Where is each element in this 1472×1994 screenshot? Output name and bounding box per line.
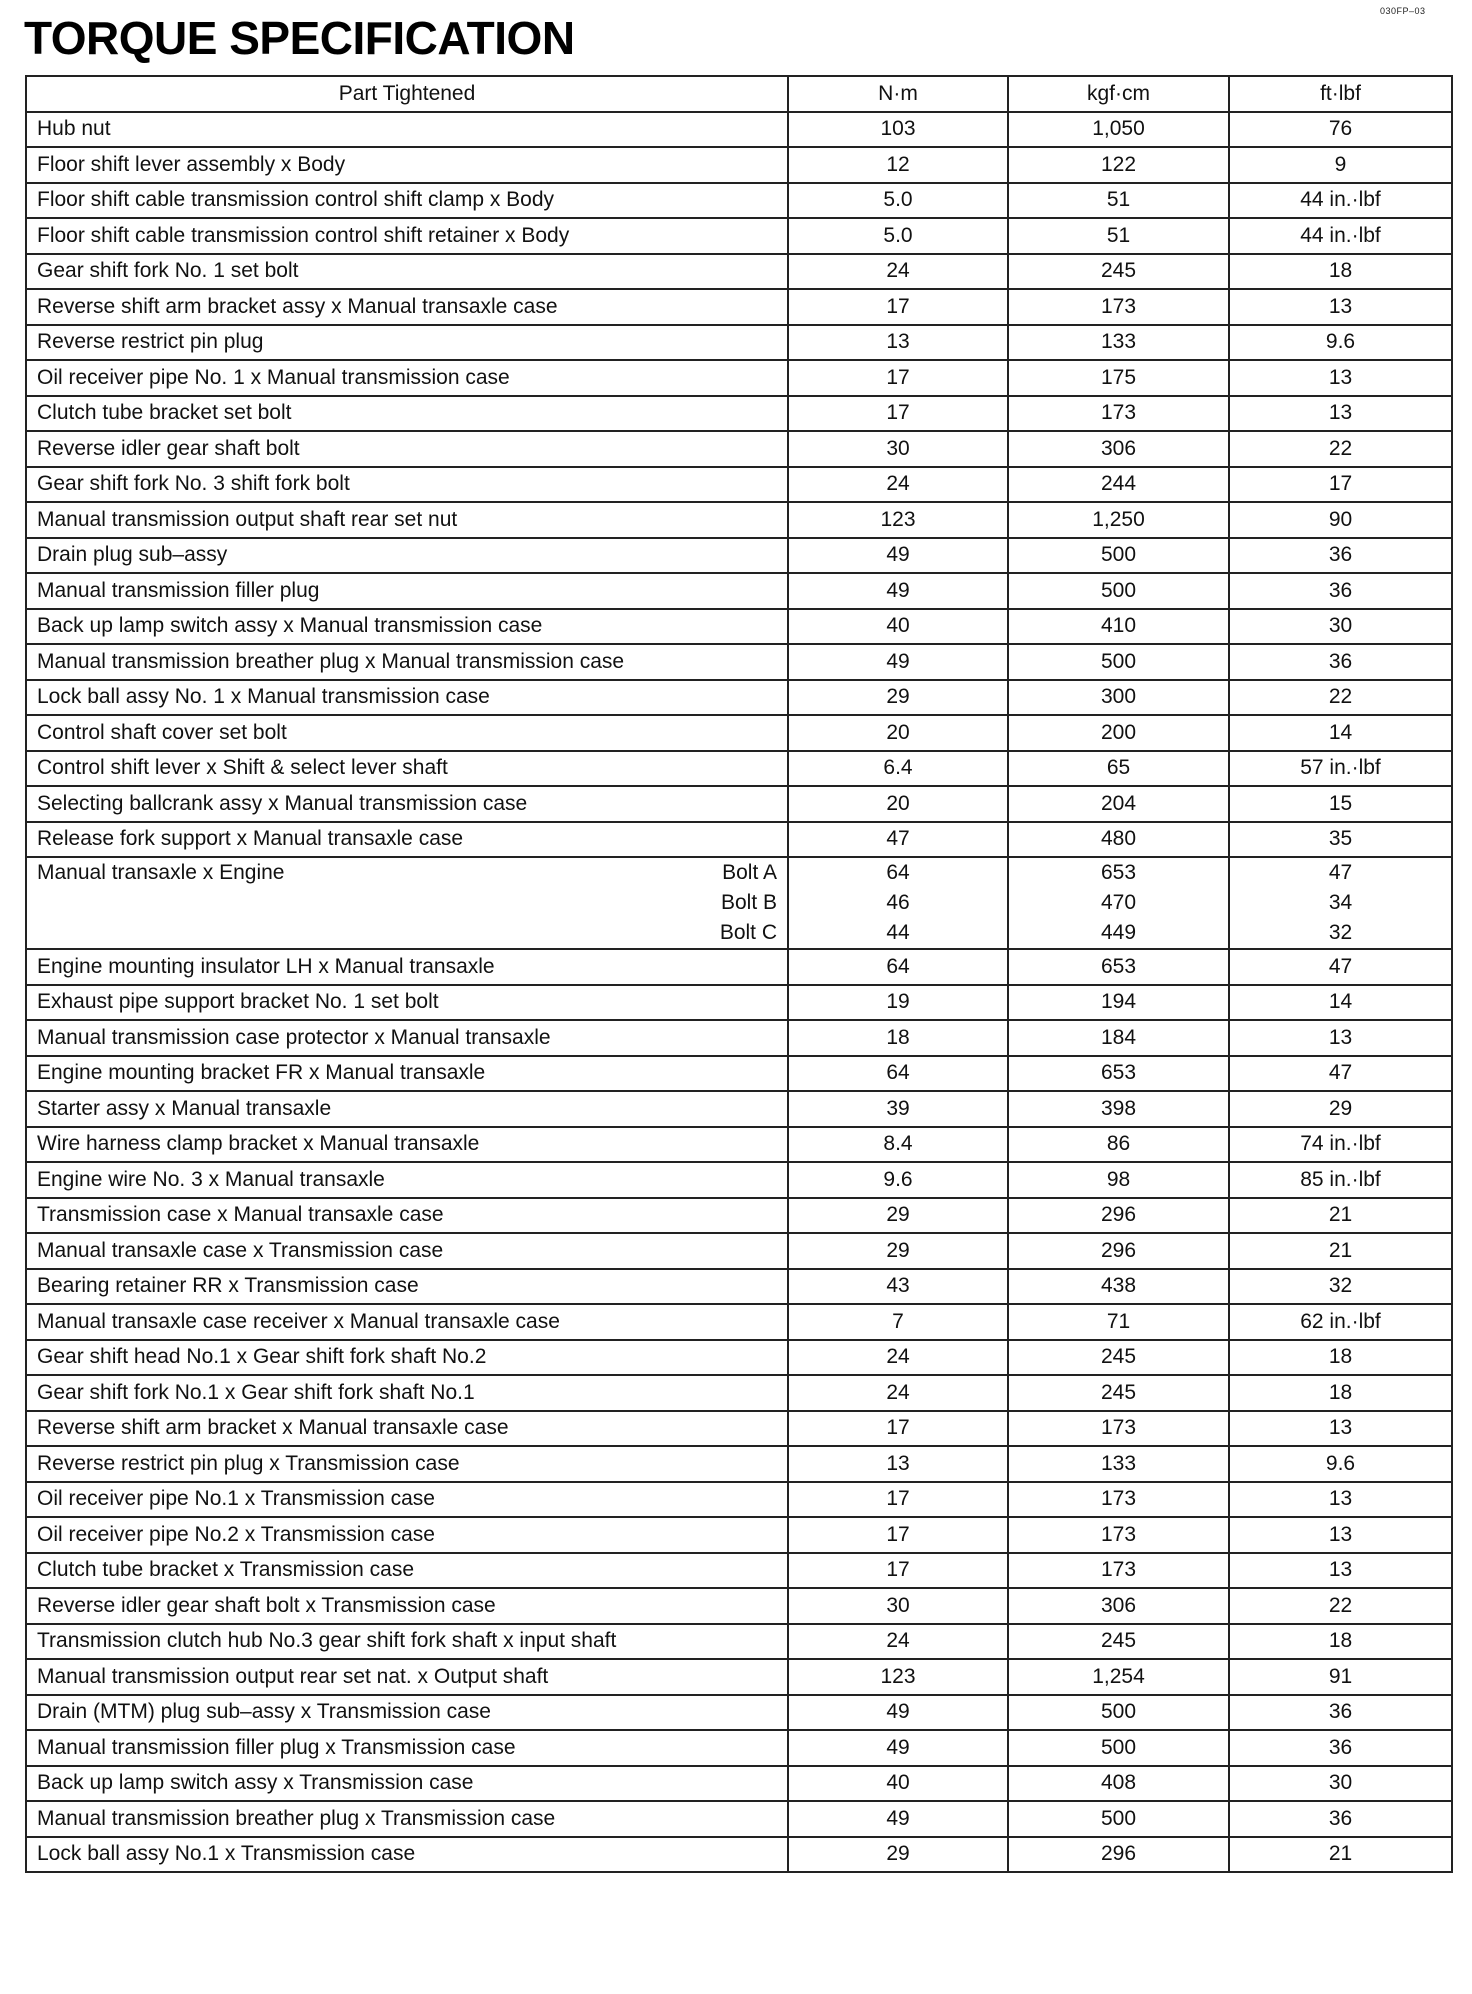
torque-kgfcm: 245 — [1008, 1340, 1229, 1376]
torque-ftlbf: 17 — [1229, 467, 1452, 503]
part-name: Reverse idler gear shaft bolt x Transmission case — [26, 1588, 788, 1624]
torque-ftlbf: 9.6 — [1229, 1446, 1452, 1482]
torque-ftlbf: 36 — [1229, 573, 1452, 609]
part-name: Oil receiver pipe No.2 x Transmission case — [26, 1517, 788, 1553]
part-name: Oil receiver pipe No. 1 x Manual transmission case — [26, 360, 788, 396]
part-name: Manual transmission output shaft rear set nut — [26, 502, 788, 538]
table-row — [26, 467, 1452, 503]
part-name: Gear shift fork No. 1 set bolt — [26, 254, 788, 290]
torque-nm: 29 — [788, 1233, 1008, 1269]
torque-ftlbf: 13 — [1229, 1411, 1452, 1447]
torque-kgfcm: 500 — [1008, 573, 1229, 609]
part-name: Manual transmission filler plug — [26, 573, 788, 609]
torque-kgfcm: 51 — [1008, 183, 1229, 219]
torque-nm: 47 — [788, 822, 1008, 858]
table-row — [26, 985, 1452, 1021]
table-row — [26, 1233, 1452, 1269]
col-header-part: Part Tightened — [26, 76, 788, 112]
table-row — [26, 1482, 1452, 1518]
torque-ftlbf: 47 — [1229, 949, 1452, 985]
part-name: Reverse shift arm bracket assy x Manual transaxle case — [26, 289, 788, 325]
torque-nm: 40 — [788, 609, 1008, 645]
torque-kgfcm: 480 — [1008, 822, 1229, 858]
torque-ftlbf: 18 — [1229, 254, 1452, 290]
torque-kgfcm: 653 — [1008, 949, 1229, 985]
torque-kgfcm: 500 — [1008, 1730, 1229, 1766]
part-name: Hub nut — [26, 112, 788, 148]
bolt-label: Bolt C — [719, 921, 777, 944]
part-name: Floor shift lever assembly x Body — [26, 147, 788, 183]
torque-kgfcm: 86 — [1008, 1127, 1229, 1163]
torque-ftlbf: 18 — [1229, 1340, 1452, 1376]
part-name: Release fork support x Manual transaxle case — [26, 822, 788, 858]
torque-nm: 17 — [788, 1553, 1008, 1589]
torque-ftlbf: 22 — [1229, 680, 1452, 716]
table-row — [26, 1340, 1452, 1376]
torque-kgfcm: 296 — [1008, 1198, 1229, 1234]
table-row — [26, 1127, 1452, 1163]
torque-nm: 13 — [788, 325, 1008, 361]
torque-kgfcm: 194 — [1008, 985, 1229, 1021]
part-name: Gear shift fork No.1 x Gear shift fork shaft No.1 — [26, 1375, 788, 1411]
table-row — [26, 254, 1452, 290]
part-name: Control shift lever x Shift & select lever shaft — [26, 751, 788, 787]
table-row — [26, 1837, 1452, 1873]
col-header-nm: N·m — [788, 76, 1008, 112]
torque-ftlbf: 90 — [1229, 502, 1452, 538]
torque-kgfcm: 173 — [1008, 289, 1229, 325]
table-row — [26, 360, 1452, 396]
table-row — [26, 1695, 1452, 1731]
table-row — [26, 218, 1452, 254]
torque-ftlbf: 21 — [1229, 1198, 1452, 1234]
table-row — [26, 431, 1452, 467]
torque-ftlbf: 22 — [1229, 1588, 1452, 1624]
torque-nm: 17 — [788, 360, 1008, 396]
table-row — [26, 680, 1452, 716]
torque-kgfcm: 71 — [1008, 1304, 1229, 1340]
torque-nm: 30 — [788, 1588, 1008, 1624]
torque-ftlbf: 29 — [1229, 1091, 1452, 1127]
torque-ftlbf: 57 in.·lbf — [1229, 751, 1452, 787]
part-name: Clutch tube bracket set bolt — [26, 396, 788, 432]
col-header-kgf: kgf·cm — [1008, 76, 1229, 112]
table-row — [26, 396, 1452, 432]
torque-kgfcm: 1,254 — [1008, 1659, 1229, 1695]
torque-kgfcm: 175 — [1008, 360, 1229, 396]
table-row — [26, 1162, 1452, 1198]
torque-kgfcm: 306 — [1008, 1588, 1229, 1624]
torque-kgfcm-value: 449 — [1100, 921, 1137, 944]
part-name: Lock ball assy No.1 x Transmission case — [26, 1837, 788, 1873]
torque-ftlbf: 76 — [1229, 112, 1452, 148]
torque-ftlbf: 36 — [1229, 1801, 1452, 1837]
part-name: Starter assy x Manual transaxle — [26, 1091, 788, 1127]
torque-ftlbf: 13 — [1229, 396, 1452, 432]
torque-nm: 43 — [788, 1269, 1008, 1305]
torque-kgfcm: 408 — [1008, 1766, 1229, 1802]
torque-ftlbf: 13 — [1229, 289, 1452, 325]
part-name: Selecting ballcrank assy x Manual transmission case — [26, 786, 788, 822]
torque-kgfcm: 173 — [1008, 396, 1229, 432]
torque-ftlbf: 18 — [1229, 1375, 1452, 1411]
torque-nm: 19 — [788, 985, 1008, 1021]
torque-kgfcm-value: 653 — [1100, 861, 1137, 884]
torque-nm: 30 — [788, 431, 1008, 467]
torque-ftlbf: 62 in.·lbf — [1229, 1304, 1452, 1340]
torque-nm: 24 — [788, 254, 1008, 290]
torque-kgfcm: 173 — [1008, 1517, 1229, 1553]
torque-nm: 49 — [788, 1695, 1008, 1731]
torque-ftlbf: 44 in.·lbf — [1229, 218, 1452, 254]
col-header-ft: ft·lbf — [1229, 76, 1452, 112]
part-name: Manual transmission breather plug x Transmission case — [26, 1801, 788, 1837]
torque-nm: 18 — [788, 1020, 1008, 1056]
torque-ftlbf: 74 in.·lbf — [1229, 1127, 1452, 1163]
document-code: 030FP–03 — [1380, 6, 1426, 16]
torque-kgfcm: 500 — [1008, 1695, 1229, 1731]
part-name: Wire harness clamp bracket x Manual transaxle — [26, 1127, 788, 1163]
torque-ftlbf: 44 in.·lbf — [1229, 183, 1452, 219]
torque-nm: 24 — [788, 1340, 1008, 1376]
torque-nm: 8.4 — [788, 1127, 1008, 1163]
torque-nm: 9.6 — [788, 1162, 1008, 1198]
part-name: Gear shift head No.1 x Gear shift fork shaft No.2 — [26, 1340, 788, 1376]
table-row — [26, 1269, 1452, 1305]
table-row — [26, 786, 1452, 822]
torque-ftlbf: 47 — [1229, 1056, 1452, 1092]
table-row — [26, 289, 1452, 325]
torque-ftlbf-value: 47 — [1328, 861, 1353, 884]
page-title: TORQUE SPECIFICATION — [24, 12, 575, 64]
torque-kgfcm: 1,050 — [1008, 112, 1229, 148]
bolt-label: Bolt B — [720, 891, 777, 914]
torque-ftlbf: 91 — [1229, 1659, 1452, 1695]
part-name: Floor shift cable transmission control shift retainer x Body — [26, 218, 788, 254]
torque-kgfcm: 653 — [1008, 1056, 1229, 1092]
torque-nm: 7 — [788, 1304, 1008, 1340]
torque-nm: 20 — [788, 786, 1008, 822]
part-name: Lock ball assy No. 1 x Manual transmission case — [26, 680, 788, 716]
torque-ftlbf-value: 32 — [1328, 921, 1353, 944]
torque-kgfcm: 133 — [1008, 325, 1229, 361]
torque-ftlbf: 21 — [1229, 1233, 1452, 1269]
part-name: Reverse restrict pin plug — [26, 325, 788, 361]
table-row — [26, 1730, 1452, 1766]
torque-kgfcm: 300 — [1008, 680, 1229, 716]
table-row — [26, 1304, 1452, 1340]
torque-ftlbf: 9 — [1229, 147, 1452, 183]
torque-kgfcm: 438 — [1008, 1269, 1229, 1305]
torque-kgfcm: 133 — [1008, 1446, 1229, 1482]
part-name: Reverse shift arm bracket x Manual transaxle case — [26, 1411, 788, 1447]
table-row — [26, 715, 1452, 751]
table-row-multi — [26, 857, 1452, 949]
table-row — [26, 1020, 1452, 1056]
table-row — [26, 1375, 1452, 1411]
torque-kgfcm: 296 — [1008, 1233, 1229, 1269]
torque-ftlbf: 14 — [1229, 715, 1452, 751]
torque-nm: 123 — [788, 1659, 1008, 1695]
table-row — [26, 1624, 1452, 1660]
table-row — [26, 1659, 1452, 1695]
torque-nm: 64 — [788, 1056, 1008, 1092]
table-row — [26, 1517, 1452, 1553]
table-row — [26, 1091, 1452, 1127]
part-name: Drain plug sub–assy — [26, 538, 788, 574]
torque-kgfcm: 410 — [1008, 609, 1229, 645]
torque-kgfcm: 184 — [1008, 1020, 1229, 1056]
torque-nm: 123 — [788, 502, 1008, 538]
table-row — [26, 609, 1452, 645]
part-name: Reverse idler gear shaft bolt — [26, 431, 788, 467]
torque-ftlbf — [1229, 857, 1452, 949]
torque-ftlbf: 36 — [1229, 1695, 1452, 1731]
torque-ftlbf: 85 in.·lbf — [1229, 1162, 1452, 1198]
table-row — [26, 538, 1452, 574]
torque-nm: 24 — [788, 1375, 1008, 1411]
torque-nm: 5.0 — [788, 183, 1008, 219]
torque-nm: 17 — [788, 1517, 1008, 1553]
torque-kgfcm: 500 — [1008, 644, 1229, 680]
torque-kgfcm: 500 — [1008, 538, 1229, 574]
table-row — [26, 1801, 1452, 1837]
part-name: Manual transaxle case x Transmission case — [26, 1233, 788, 1269]
torque-ftlbf: 30 — [1229, 609, 1452, 645]
torque-nm: 49 — [788, 538, 1008, 574]
torque-spec-table — [25, 75, 1453, 1873]
part-name: Drain (MTM) plug sub–assy x Transmission case — [26, 1695, 788, 1731]
torque-ftlbf: 36 — [1229, 1730, 1452, 1766]
torque-kgfcm: 173 — [1008, 1553, 1229, 1589]
torque-nm: 39 — [788, 1091, 1008, 1127]
torque-ftlbf: 13 — [1229, 1482, 1452, 1518]
torque-kgfcm: 173 — [1008, 1482, 1229, 1518]
torque-nm: 13 — [788, 1446, 1008, 1482]
torque-kgfcm: 500 — [1008, 1801, 1229, 1837]
torque-nm: 49 — [788, 1730, 1008, 1766]
table-row — [26, 949, 1452, 985]
part-name: Engine mounting insulator LH x Manual transaxle — [26, 949, 788, 985]
torque-ftlbf: 13 — [1229, 1553, 1452, 1589]
table-row — [26, 502, 1452, 538]
table-row — [26, 1411, 1452, 1447]
table-row — [26, 1056, 1452, 1092]
bolt-label: Bolt A — [722, 861, 777, 884]
torque-nm: 40 — [788, 1766, 1008, 1802]
table-row — [26, 822, 1452, 858]
torque-kgfcm: 306 — [1008, 431, 1229, 467]
part-name: Transmission case x Manual transaxle case — [26, 1198, 788, 1234]
torque-nm-value: 64 — [886, 861, 910, 884]
part-name: Back up lamp switch assy x Transmission case — [26, 1766, 788, 1802]
torque-nm: 29 — [788, 1198, 1008, 1234]
torque-nm-value: 44 — [886, 921, 910, 944]
torque-kgfcm — [1008, 857, 1229, 949]
part-name: Manual transmission case protector x Manual transaxle — [26, 1020, 788, 1056]
torque-ftlbf: 15 — [1229, 786, 1452, 822]
part-name: Oil receiver pipe No.1 x Transmission case — [26, 1482, 788, 1518]
header-row — [26, 76, 1452, 112]
torque-kgfcm: 204 — [1008, 786, 1229, 822]
torque-kgfcm: 65 — [1008, 751, 1229, 787]
torque-nm: 17 — [788, 289, 1008, 325]
table-row — [26, 112, 1452, 148]
torque-ftlbf: 32 — [1229, 1269, 1452, 1305]
torque-kgfcm: 245 — [1008, 1375, 1229, 1411]
torque-ftlbf-value: 34 — [1328, 891, 1353, 914]
torque-nm: 6.4 — [788, 751, 1008, 787]
torque-nm: 29 — [788, 680, 1008, 716]
part-name: Reverse restrict pin plug x Transmission case — [26, 1446, 788, 1482]
torque-ftlbf: 13 — [1229, 1020, 1452, 1056]
table-row — [26, 573, 1452, 609]
table-row — [26, 147, 1452, 183]
part-name: Bearing retainer RR x Transmission case — [26, 1269, 788, 1305]
part-name: Manual transmission output rear set nat. x Output shaft — [26, 1659, 788, 1695]
torque-ftlbf: 14 — [1229, 985, 1452, 1021]
torque-nm: 64 — [788, 949, 1008, 985]
table-row — [26, 1588, 1452, 1624]
torque-kgfcm: 122 — [1008, 147, 1229, 183]
torque-kgfcm: 1,250 — [1008, 502, 1229, 538]
torque-kgfcm: 200 — [1008, 715, 1229, 751]
table-row — [26, 1766, 1452, 1802]
part-name: Gear shift fork No. 3 shift fork bolt — [26, 467, 788, 503]
table-row — [26, 644, 1452, 680]
torque-nm: 24 — [788, 1624, 1008, 1660]
part-name: Manual transmission filler plug x Transmission case — [26, 1730, 788, 1766]
torque-ftlbf: 30 — [1229, 1766, 1452, 1802]
torque-ftlbf: 21 — [1229, 1837, 1452, 1873]
torque-ftlbf: 9.6 — [1229, 325, 1452, 361]
torque-nm: 5.0 — [788, 218, 1008, 254]
table-row — [26, 1198, 1452, 1234]
torque-kgfcm: 98 — [1008, 1162, 1229, 1198]
torque-nm: 17 — [788, 1411, 1008, 1447]
part-name: Manual transmission breather plug x Manual transmission case — [26, 644, 788, 680]
part-name: Manual transaxle case receiver x Manual transaxle case — [26, 1304, 788, 1340]
torque-nm — [788, 857, 1008, 949]
table-row — [26, 1553, 1452, 1589]
torque-ftlbf: 36 — [1229, 644, 1452, 680]
torque-nm: 49 — [788, 1801, 1008, 1837]
torque-ftlbf: 13 — [1229, 360, 1452, 396]
table-row — [26, 1446, 1452, 1482]
part-name: Back up lamp switch assy x Manual transmission case — [26, 609, 788, 645]
torque-kgfcm: 173 — [1008, 1411, 1229, 1447]
torque-nm: 20 — [788, 715, 1008, 751]
torque-ftlbf: 18 — [1229, 1624, 1452, 1660]
part-name: Engine wire No. 3 x Manual transaxle — [26, 1162, 788, 1198]
torque-nm-value: 46 — [886, 891, 910, 914]
part-name: Control shaft cover set bolt — [26, 715, 788, 751]
torque-nm: 103 — [788, 112, 1008, 148]
torque-nm: 17 — [788, 1482, 1008, 1518]
torque-kgfcm-value: 470 — [1100, 891, 1137, 914]
part-name: Engine mounting bracket FR x Manual transaxle — [26, 1056, 788, 1092]
torque-ftlbf: 35 — [1229, 822, 1452, 858]
part-name — [26, 857, 788, 949]
torque-kgfcm: 245 — [1008, 1624, 1229, 1660]
torque-kgfcm: 244 — [1008, 467, 1229, 503]
torque-kgfcm: 51 — [1008, 218, 1229, 254]
torque-kgfcm: 245 — [1008, 254, 1229, 290]
part-name-text: Manual transaxle x Engine — [37, 861, 285, 884]
torque-nm: 49 — [788, 644, 1008, 680]
table-row — [26, 325, 1452, 361]
torque-nm: 12 — [788, 147, 1008, 183]
part-name: Exhaust pipe support bracket No. 1 set bolt — [26, 985, 788, 1021]
part-name: Floor shift cable transmission control shift clamp x Body — [26, 183, 788, 219]
table-row — [26, 183, 1452, 219]
torque-nm: 17 — [788, 396, 1008, 432]
torque-ftlbf: 13 — [1229, 1517, 1452, 1553]
torque-nm: 29 — [788, 1837, 1008, 1873]
torque-kgfcm: 296 — [1008, 1837, 1229, 1873]
torque-nm: 49 — [788, 573, 1008, 609]
torque-ftlbf: 36 — [1229, 538, 1452, 574]
table-row — [26, 751, 1452, 787]
torque-nm: 24 — [788, 467, 1008, 503]
table-body — [26, 112, 1452, 1873]
torque-kgfcm: 398 — [1008, 1091, 1229, 1127]
torque-ftlbf: 22 — [1229, 431, 1452, 467]
part-name: Clutch tube bracket x Transmission case — [26, 1553, 788, 1589]
part-name: Transmission clutch hub No.3 gear shift fork shaft x input shaft — [26, 1624, 788, 1660]
